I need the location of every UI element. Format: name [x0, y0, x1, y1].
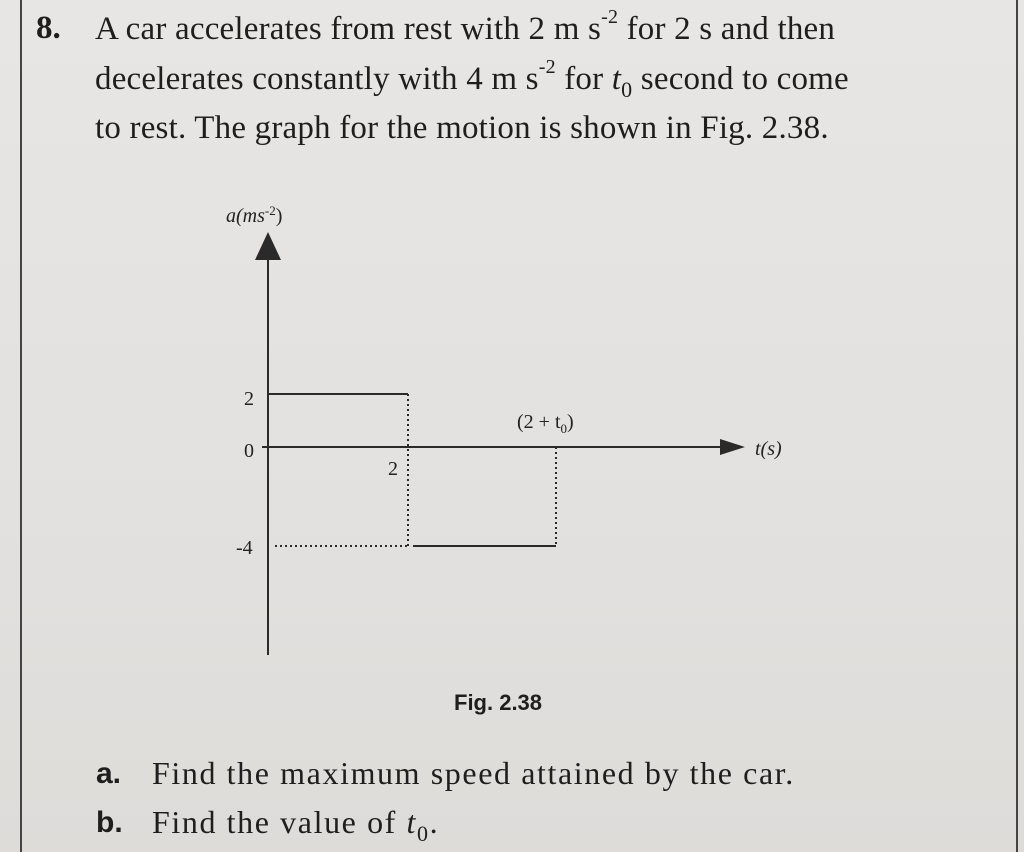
part-b-letter: b. — [96, 806, 123, 839]
x-axis-label: t(s) — [755, 438, 782, 460]
part-a-letter: a. — [96, 757, 122, 790]
part-b-text: Find the value of $t_0$. — [152, 804, 440, 846]
y-axis-arrow — [255, 232, 281, 260]
question-number: 8. — [36, 10, 61, 46]
y-tick-0: 0 — [244, 440, 254, 462]
y-axis-label: $a(ms^{-2})$ — [226, 203, 283, 227]
question-line-2: decelerates constantly with 4 m $s^{-2}$ for $t_0$ second to come — [95, 56, 849, 102]
x-tick-2: 2 — [388, 458, 398, 480]
figure-caption: Fig. 2.38 — [454, 690, 543, 715]
x-axis-arrow — [720, 439, 745, 455]
question-line-3: to rest. The graph for the motion is shown in Fig. 2.38. — [95, 110, 829, 146]
y-tick-neg4: -4 — [236, 537, 253, 559]
x-tick-end: $(2 + t_0)$ — [517, 411, 574, 436]
part-a-text: Find the maximum speed attained by the car. — [152, 755, 795, 791]
question-line-1: A car accelerates from rest with 2 m $s^{-2}$ for 2 s and then — [95, 6, 836, 47]
y-tick-2: 2 — [244, 388, 254, 410]
